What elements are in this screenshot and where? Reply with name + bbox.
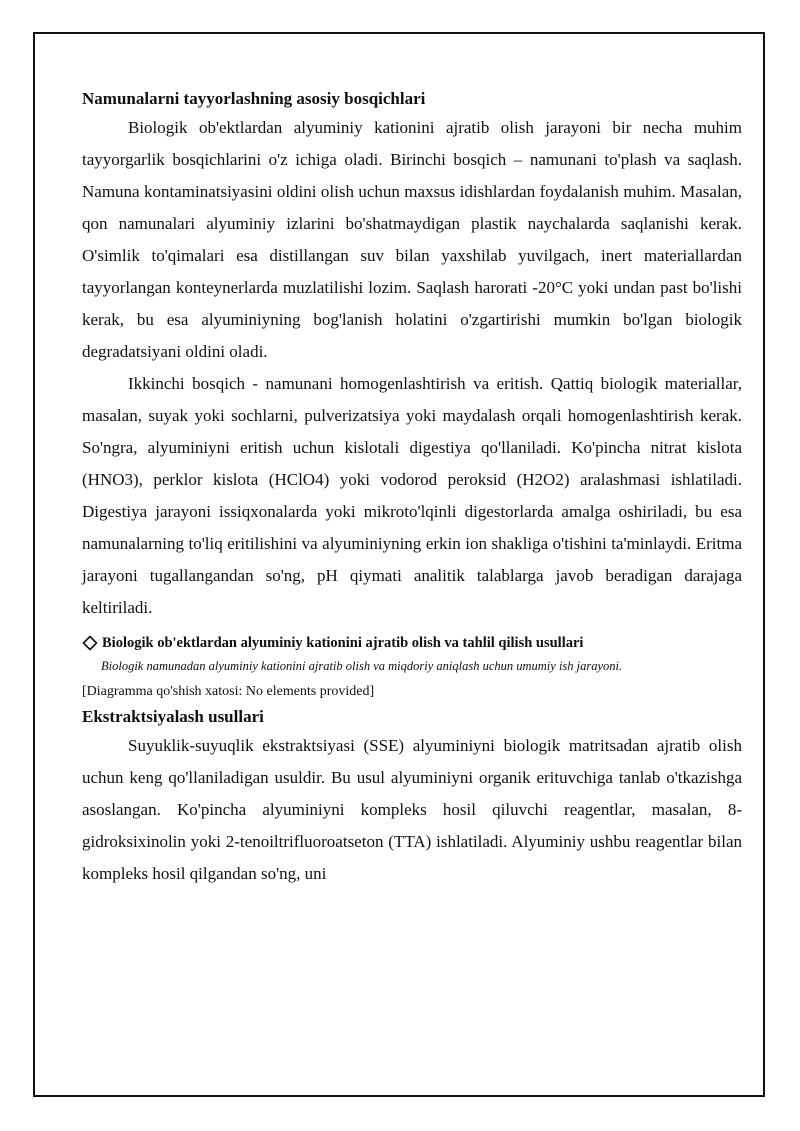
figure-title	[82, 631, 742, 655]
diamond-icon	[82, 635, 98, 651]
document-content	[82, 86, 742, 890]
paragraph-liquid-extraction: Suyuklik-suyuqlik ekstraktsiyasi (SSE) alyuminiyni biologik matritsadan ajratib olish uchun keng qo'llaniladigan usuldir. Bu usul alyuminiyni organik erituvchiga tanlab o'tkazishga asoslangan. Ko'pincha alyuminiyni kompleks hosil qiluvchi reagentlar, masalan, 8-gidroksixinolin yoki 2-tenoiltrifluoroatseton (TTA) ishlatiladi. Alyuminiy ushbu reagentlar bilan kompleks hosil qilgandan so'ng, uni	[82, 736, 742, 883]
figure-caption: Biologik namunadan alyuminiy kationini ajratib olish va miqdoriy aniqlash uchun umumiy ish jarayoni.	[101, 659, 623, 673]
section-heading-extraction: Ekstraktsiyalash usullari	[82, 707, 264, 726]
paragraph-homogenization: Ikkinchi bosqich - namunani homogenlashtirish va eritish. Qattiq biologik materiallar, masalan, suyak yoki sochlarni, pulverizatsiya yoki maydalash orqali homogenlashtirish kerak. So'ngra, alyuminiyni eritish uchun kislotali digestiya qo'llaniladi. Ko'pincha nitrat kislota (HNO3), perklor kislota (HClO4) yoki vodorod peroksid (H2O2) aralashmasi ishlatiladi. Digestiya jarayoni issiqxonalarda yoki mikroto'lqinli digestorlarda amalga oshiriladi, bu esa namunalarning to'liq eritilishini va alyuminiyning erkin ion shakliga o'tishini ta'minlaydi. Eritma jarayoni tugallangandan so'ng, pH qiymati analitik talablarga javob beradigan darajaga keltiriladi.	[82, 374, 742, 617]
figure-title-text: Biologik ob'ektlardan alyuminiy kationini ajratib olish va tahlil qilish usullari	[102, 635, 584, 651]
diagram-error-message: [Diagramma qo'shish xatosi: No elements provided]	[82, 684, 375, 699]
section-heading-preparation: Namunalarni tayyorlashning asosiy bosqichlari	[82, 89, 426, 108]
paragraph-collection-storage: Biologik ob'ektlardan alyuminiy kationini ajratib olish jarayoni bir necha muhim tayyorgarlik bosqichlarini o'z ichiga oladi. Birinchi bosqich – namunani to'plash va saqlash. Namuna kontaminatsiyasini oldini olish uchun maxsus idishlardan foydalanish muhim. Masalan, qon namunalari alyuminiy izlarini bo'shatmaydigan plastik naychalarda saqlanishi kerak. O'simlik to'qimalari esa distillangan suv bilan yaxshilab yuvilgach, inert materiallardan tayyorlangan konteynerlarda muzlatilishi lozim. Saqlash harorati -20°C yoki undan past bo'lishi kerak, bu esa alyuminiyning bog'lanish holatini o'zgartirishi mumkin bo'lgan biologik degradatsiyani oldini oladi.	[82, 118, 742, 361]
